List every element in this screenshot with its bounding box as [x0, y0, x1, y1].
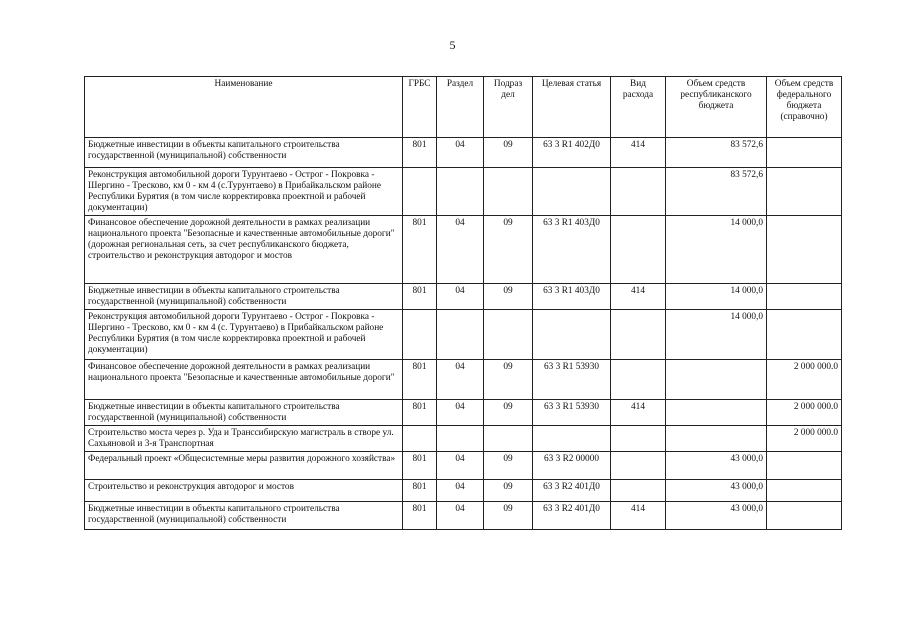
cell-subsection: 09 — [484, 284, 533, 310]
cell-subsection — [484, 426, 533, 452]
table-row — [85, 360, 842, 400]
cell-name: Финансовое обеспечение дорожной деятельности в рамках реализации национального проекта "Безопасные и качественные автомобильные дороги" (дорожная региональная сеть, за счет республиканского бюджета, строительство и реконструкция автодорог и мостов — [85, 216, 403, 284]
cell-subsection: 09 — [484, 138, 533, 168]
cell-republican: 43 000,0 — [666, 480, 767, 502]
cell-target: 63 3 R2 00000 — [533, 452, 611, 480]
table-row — [85, 138, 842, 168]
header-expense-type: Вид расхода — [611, 77, 666, 138]
cell-grbs: 801 — [403, 284, 437, 310]
cell-expense-type — [611, 426, 666, 452]
cell-republican: 14 000,0 — [666, 284, 767, 310]
cell-expense-type — [611, 216, 666, 284]
cell-subsection: 09 — [484, 452, 533, 480]
table-row — [85, 426, 842, 452]
table-row — [85, 284, 842, 310]
cell-name: Федеральный проект «Общесистемные меры развития дорожного хозяйства» — [85, 452, 403, 480]
cell-federal — [767, 216, 842, 284]
cell-target: 63 3 R2 401Д0 — [533, 502, 611, 530]
cell-name: Строительство моста через р. Уда и Транссибирскую магистраль в створе ул. Сахьяновой и 3-я Транспортная — [85, 426, 403, 452]
cell-expense-type: 414 — [611, 502, 666, 530]
cell-target — [533, 168, 611, 216]
cell-subsection — [484, 168, 533, 216]
cell-subsection: 09 — [484, 400, 533, 426]
cell-republican: 43 000,0 — [666, 452, 767, 480]
cell-federal — [767, 452, 842, 480]
cell-expense-type: 414 — [611, 284, 666, 310]
cell-grbs: 801 — [403, 400, 437, 426]
cell-expense-type — [611, 360, 666, 400]
cell-target — [533, 310, 611, 360]
table-row — [85, 400, 842, 426]
cell-republican — [666, 360, 767, 400]
cell-republican: 43 000,0 — [666, 502, 767, 530]
cell-subsection: 09 — [484, 480, 533, 502]
cell-section — [437, 426, 484, 452]
cell-name: Бюджетные инвестиции в объекты капитального строительства государственной (муниципальной) собственности — [85, 138, 403, 168]
cell-federal — [767, 480, 842, 502]
cell-grbs — [403, 168, 437, 216]
cell-section — [437, 310, 484, 360]
cell-grbs — [403, 310, 437, 360]
cell-grbs: 801 — [403, 480, 437, 502]
cell-target: 63 3 R1 53930 — [533, 360, 611, 400]
cell-federal: 2 000 000.0 — [767, 400, 842, 426]
cell-section: 04 — [437, 480, 484, 502]
cell-section — [437, 168, 484, 216]
cell-section: 04 — [437, 452, 484, 480]
cell-republican — [666, 400, 767, 426]
cell-target: 63 3 R1 402Д0 — [533, 138, 611, 168]
cell-name: Бюджетные инвестиции в объекты капитального строительства государственной (муниципальной) собственности — [85, 284, 403, 310]
cell-federal — [767, 310, 842, 360]
cell-federal — [767, 284, 842, 310]
cell-expense-type — [611, 310, 666, 360]
table-row — [85, 168, 842, 216]
header-subsection: Подраз дел — [484, 77, 533, 138]
cell-expense-type: 414 — [611, 400, 666, 426]
cell-expense-type — [611, 452, 666, 480]
cell-expense-type: 414 — [611, 138, 666, 168]
budget-table — [84, 76, 842, 530]
cell-section: 04 — [437, 138, 484, 168]
header-grbs: ГРБС — [403, 77, 437, 138]
cell-republican — [666, 426, 767, 452]
cell-name: Бюджетные инвестиции в объекты капитального строительства государственной (муниципальной) собственности — [85, 502, 403, 530]
cell-target: 63 3 R2 401Д0 — [533, 480, 611, 502]
cell-republican: 83 572,6 — [666, 168, 767, 216]
table-row — [85, 502, 842, 530]
cell-subsection: 09 — [484, 502, 533, 530]
cell-name: Бюджетные инвестиции в объекты капитального строительства государственной (муниципальной) собственности — [85, 400, 403, 426]
page-number: 5 — [449, 38, 456, 52]
cell-subsection — [484, 310, 533, 360]
cell-section: 04 — [437, 284, 484, 310]
table-body — [85, 138, 842, 530]
cell-section: 04 — [437, 360, 484, 400]
cell-republican: 14 000,0 — [666, 310, 767, 360]
cell-expense-type — [611, 480, 666, 502]
header-federal: Объем средств федерального бюджета (справочно) — [767, 77, 842, 138]
cell-grbs: 801 — [403, 138, 437, 168]
cell-grbs — [403, 426, 437, 452]
header-target: Целевая статья — [533, 77, 611, 138]
cell-grbs: 801 — [403, 216, 437, 284]
cell-federal — [767, 168, 842, 216]
cell-federal — [767, 502, 842, 530]
cell-name: Строительство и реконструкция автодорог и мостов — [85, 480, 403, 502]
cell-section: 04 — [437, 400, 484, 426]
cell-section: 04 — [437, 502, 484, 530]
cell-grbs: 801 — [403, 502, 437, 530]
header-name: Наименование — [85, 77, 403, 138]
cell-name: Реконструкция автомобильной дороги Турунтаево - Острог - Покровка - Шергино - Тресково, км 0 - км 4 (с. Турунтаево) в Прибайкальском районе Республики Бурятия (в том числе корректировка проектной и рабочей документации) — [85, 310, 403, 360]
cell-republican: 83 572,6 — [666, 138, 767, 168]
cell-target: 63 3 R1 53930 — [533, 400, 611, 426]
header-section: Раздел — [437, 77, 484, 138]
table-header — [85, 77, 842, 138]
cell-federal: 2 000 000.0 — [767, 426, 842, 452]
header-republican: Объем средств республиканского бюджета — [666, 77, 767, 138]
table-row — [85, 480, 842, 502]
table-row — [85, 452, 842, 480]
cell-name: Реконструкция автомобильной дороги Турунтаево - Острог - Покровка - Шергино - Тресково, км 0 - км 4 (с.Турунтаево) в Прибайкальском районе Республики Бурятия (в том числе корректировка проектной и рабочей документации) — [85, 168, 403, 216]
cell-subsection: 09 — [484, 360, 533, 400]
cell-federal — [767, 138, 842, 168]
table-row — [85, 310, 842, 360]
cell-subsection: 09 — [484, 216, 533, 284]
cell-grbs: 801 — [403, 360, 437, 400]
cell-section: 04 — [437, 216, 484, 284]
cell-expense-type — [611, 168, 666, 216]
cell-grbs: 801 — [403, 452, 437, 480]
cell-republican: 14 000,0 — [666, 216, 767, 284]
cell-target: 63 3 R1 403Д0 — [533, 284, 611, 310]
cell-target — [533, 426, 611, 452]
table-row — [85, 216, 842, 284]
cell-name: Финансовое обеспечение дорожной деятельности в рамках реализации национального проекта "Безопасные и качественные автомобильные дороги" — [85, 360, 403, 400]
cell-federal: 2 000 000.0 — [767, 360, 842, 400]
cell-target: 63 3 R1 403Д0 — [533, 216, 611, 284]
